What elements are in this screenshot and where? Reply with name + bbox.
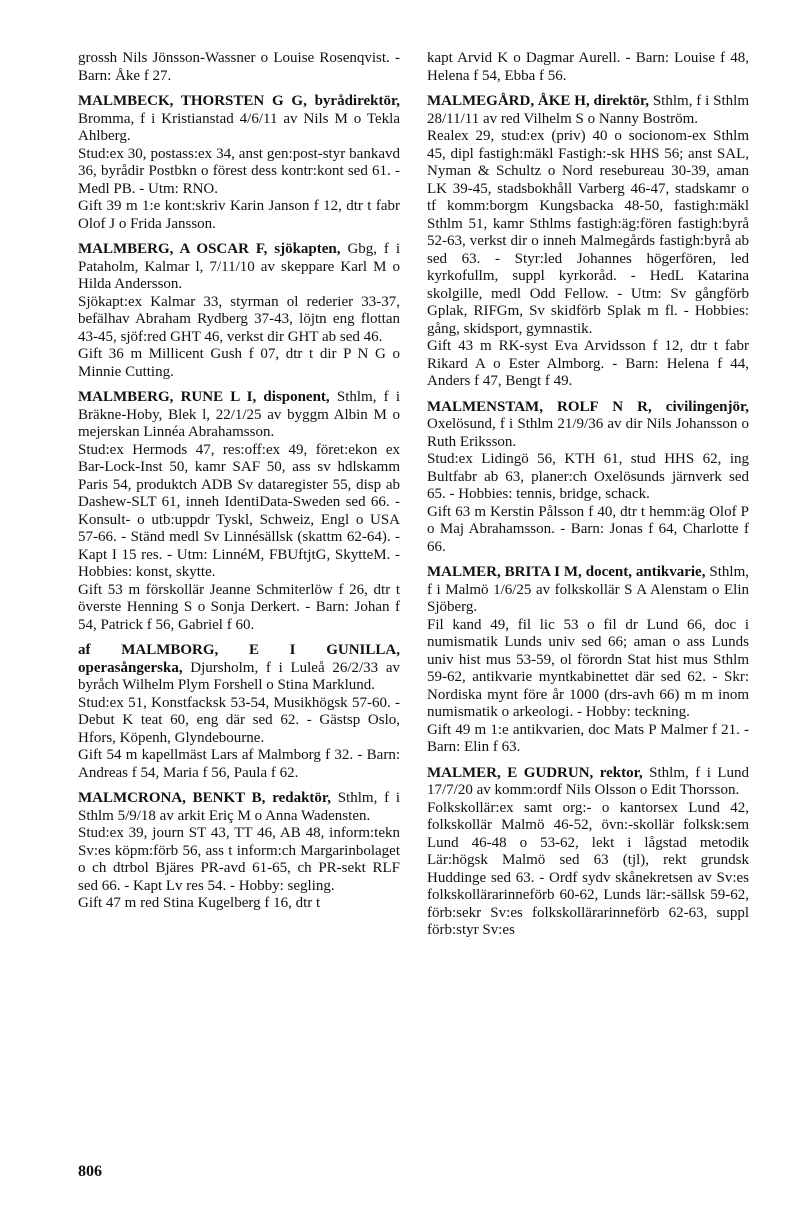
entry-heading: MALMER, E GUDRUN, rektor, bbox=[427, 764, 643, 781]
entry-continuation-right bbox=[427, 50, 749, 85]
entry-continuation-left bbox=[78, 50, 400, 85]
entry-line: Gift 63 m Kerstin Pålsson f 40, dtr t hemm:äg Olof P o Maj Abrahamsson. - Barn: Jonas f 64, Charlotte f 66. bbox=[427, 503, 749, 555]
entry-line: Stud:ex 51, Konstfacksk 53-54, Musikhögsk 57-60. - Debut K teat 60, eng där sed 62. - Gästsp Oslo, Hfors, Köpenh, Glyndebourne. bbox=[78, 694, 400, 746]
entry-line: MALMEGÅRD, ÅKE H, direktör, Sthlm, f i Sthlm 28/11/11 av red Vilhelm S o Nanny Boström. bbox=[427, 93, 750, 127]
entry-heading: MALMBERG, A OSCAR F, sjökapten, bbox=[78, 241, 341, 257]
entry-line: MALMBERG, A OSCAR F, sjökapten, Gbg, f i Pataholm, Kalmar l, 7/11/10 av skeppare Karl M o Hilda Andersson. bbox=[78, 241, 400, 292]
entry-line: MALMBERG, RUNE L I, disponent, Sthlm, f i Bräkne-Hoby, Blek l, 22/1/25 av byggm Albin M o mejerskan Linnéa Abrahamsson. bbox=[78, 389, 400, 440]
entry-line: af MALMBORG, E I GUNILLA, operasångerska, Djursholm, f i Luleå 26/2/33 av byråch Wilhelm Plym Forshell o Stina Marklund. bbox=[78, 642, 401, 693]
entry-malmberg-rune bbox=[78, 389, 400, 634]
entry-line: grossh Nils Jönsson-Wassner o Louise Rosenqvist. - Barn: Åke f 27. bbox=[78, 50, 400, 84]
right-column bbox=[427, 50, 749, 948]
entry-line: Folkskollär:ex samt org:- o kantorsex Lund 42, folkskollär Malmö 46-52, övn:-skollär folksk:sem Lund 46-48 o 53-62, lekt i lågstad metodik Lär:högsk Malmö sed 63 (tjl), rekt grundsk Huddinge sed 63. - Ordf sydv skånekretsen av Sv:es folkskollärarinneförb 60-62, Lunds lär:-sällsk 59-62, förb:sekr Sv:es folkskollärarinneförb 62-63, suppl förb:styr Sv:es bbox=[427, 799, 749, 938]
entry-line: Realex 29, stud:ex (priv) 40 o socionom-ex Sthlm 45, dipl fastigh:mäkl Fastigh:-sk HHS 56; anst SAL, Nyman & Schultz o Nord resebureau 30-39, aman LK 39-45, stadsbokhåll Varberg 46-47, stadskamr o tf komm:borgm Kungsbacka 48-50, fastigh:mäkl Sthlm 51, kamr Sthlms fastigh:äg:fören fastigh:byrå 52-63, verkst dir o inneh Malmegårds fastigh:byrå ab sed 63. - Styr:led Johannes högerfören, led kyrkofullm, suppl kyrkoråd. - HedL Katarina skolgille, medl Odd Fellow. - Utm: Sv gångförb Gplak, RIFGm, Sv skidförb Splak m fl. - Hobbies: gång, skidsport, gymnastik. bbox=[427, 128, 749, 337]
entry-line: Gift 54 m kapellmäst Lars af Malmborg f 32. - Barn: Andreas f 54, Maria f 56, Paula f 62. bbox=[78, 747, 400, 781]
entry-line: kapt Arvid K o Dagmar Aurell. - Barn: Louise f 48, Helena f 54, Ebba f 56. bbox=[427, 50, 749, 84]
entry-heading: af MALMBORG, E I GUNILLA, operasångerska, bbox=[78, 642, 400, 676]
entry-line: Stud:ex Hermods 47, res:off:ex 49, föret:ekon ex Bar-Lock-Inst 50, kamr SAF 50, ass sv hdlskamm Paris 54, produktch ADB Sv dataregister 55, disp ab Dashew-SLT 61, inneh IdentiData-Sweden sed 66. - Konsult- o utb:uppdr Tyskl, Schweiz, Engl o USA 57-66. - Ständ medl Sv Linnésällsk (skattm 62-64). - Kapt I 15 res. - Utm: LinnéM, FBUftjtG, SkytteM. - Hobbies: konst, skytte. bbox=[78, 441, 400, 580]
entry-af-malmborg-gunilla bbox=[78, 642, 400, 782]
entry-malmberg-oscar bbox=[78, 241, 400, 381]
entry-line: MALMER, BRITA I M, docent, antikvarie, Sthlm, f i Malmö 1/6/25 av folkskollär S A Alenstam o Elin Sjöberg. bbox=[427, 564, 749, 615]
entry-heading: MALMBECK, THORSTEN G G, byrådirektör, bbox=[78, 93, 400, 109]
entry-line: MALMENSTAM, ROLF N R, civilingenjör, Oxelösund, f i Sthlm 21/9/36 av dir Nils Johansson o Ruth Eriksson. bbox=[427, 398, 749, 450]
entry-heading: MALMER, BRITA I M, docent, antikvarie, bbox=[427, 564, 706, 580]
entry-line: MALMCRONA, BENKT B, redaktör, Sthlm, f i Sthlm 5/9/18 av arkit Eriç M o Anna Wadensten. bbox=[78, 790, 401, 824]
page-number: 806 bbox=[78, 1163, 102, 1180]
entry-line: Gift 43 m RK-syst Eva Arvidsson f 12, dtr t fabr Rikard A o Ester Almborg. - Barn: Helena f 44, Anders f 47, Bengt f 49. bbox=[427, 338, 749, 389]
entry-line: Stud:ex 30, postass:ex 34, anst gen:post-styr bankavd 36, byrådir Postbkn o förest dess kontr:kont sed 61. - Medl PB. - Utm: RNO. bbox=[78, 145, 400, 197]
entry-line: MALMBECK, THORSTEN G G, byrådirektör, Bromma, f i Kristianstad 4/6/11 av Nils M o Tekla Ahlberg. bbox=[78, 93, 400, 144]
entry-line: Stud:ex 39, journ ST 43, TT 46, AB 48, inform:tekn Sv:es köpm:förb 56, ass t inform:ch Margarinbolaget o ch dtrbol Bjäres PR-avd 61-65, ch PR-sekt RLF sed 66. - Kapt Lv res 54. - Hobby: segling. bbox=[78, 825, 400, 894]
entry-line: Stud:ex Lidingö 56, KTH 61, stud HHS 62, ing Bultfabr ab 63, planer:ch Oxelösunds järnverk sed 65. - Hobbies: tennis, bridge, schack. bbox=[427, 451, 749, 502]
entry-malmer-brita bbox=[427, 564, 749, 757]
entry-malmcrona-benkt bbox=[78, 790, 400, 913]
entry-line: Gift 53 m förskollär Jeanne Schmiterlöw f 26, dtr t överste Henning S o Sonja Derkert. - Barn: Johan f 54, Patrick f 56, Gabriel f 60. bbox=[78, 581, 400, 633]
entry-heading: MALMEGÅRD, ÅKE H, direktör, bbox=[427, 93, 649, 109]
entry-line: Fil kand 49, fil lic 53 o fil dr Lund 66, doc i numismatik Lunds univ sed 66; aman o ass Lunds univ hist mus 53-59, ol förordn Stat hist mus Sthlm 59-62, antikvarie myntkabinettet där sed 62. - Skr: Nordiska mynt före år 1000 (drs-avh 66) m m inom numismatik o arkeologi. - Hobby: teckning. bbox=[427, 616, 749, 720]
entry-heading: MALMENSTAM, ROLF N R, civilingenjör, bbox=[427, 398, 749, 415]
entry-line: Gift 49 m 1:e antikvarien, doc Mats P Malmer f 21. - Barn: Elin f 63. bbox=[427, 721, 749, 755]
entry-malmegard-ake bbox=[427, 93, 749, 391]
entry-line: Gift 47 m red Stina Kugelberg f 16, dtr t bbox=[78, 895, 321, 911]
left-column bbox=[78, 50, 400, 921]
entry-heading: MALMBERG, RUNE L I, disponent, bbox=[78, 389, 330, 405]
entry-line: Sjökapt:ex Kalmar 33, styrman ol rederier 33-37, befälhav Abraham Rydberg 37-43, löjtn eng flottan 43-45, sjöf:red GHT 46, verkst dir GHT ab sed 46. bbox=[78, 293, 400, 345]
entry-malmer-gudrun bbox=[427, 765, 749, 940]
entry-heading: MALMCRONA, BENKT B, redaktör, bbox=[78, 790, 331, 806]
entry-malmbeck-thorsten bbox=[78, 93, 400, 233]
entry-line: Gift 36 m Millicent Gush f 07, dtr t dir P N G o Minnie Cutting. bbox=[78, 346, 400, 380]
entry-line: MALMER, E GUDRUN, rektor, Sthlm, f i Lund 17/7/20 av komm:ordf Nils Olsson o Edit Thorsson. bbox=[427, 764, 750, 798]
entry-malmenstam-rolf bbox=[427, 399, 749, 557]
entry-line: Gift 39 m 1:e kont:skriv Karin Janson f 12, dtr t fabr Olof J o Frida Jansson. bbox=[78, 198, 400, 232]
